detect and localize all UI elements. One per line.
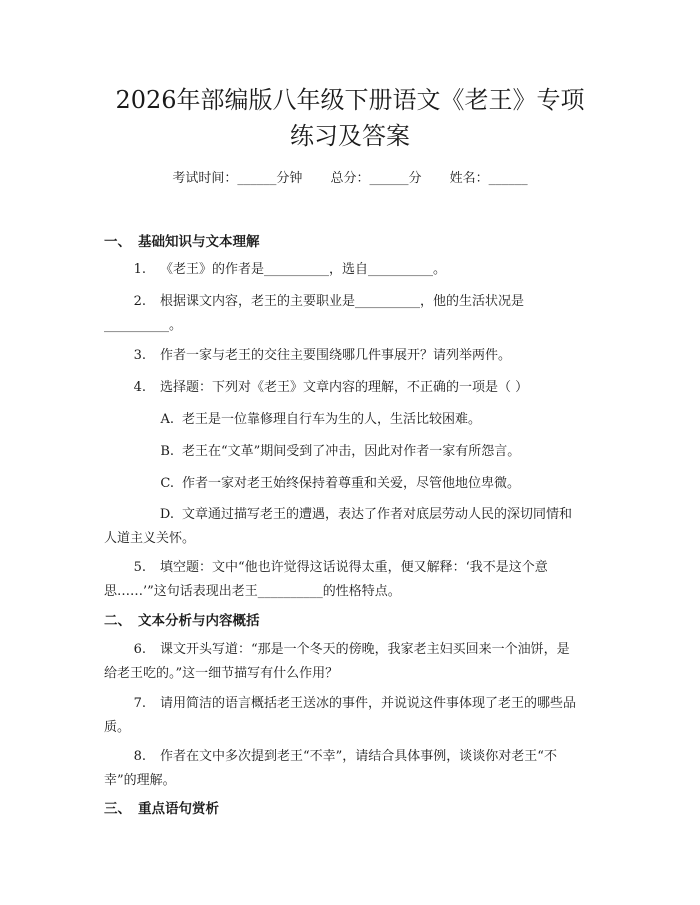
time-blank: ______ — [237, 171, 277, 186]
question-5: 5. 填空题：文中“他也许觉得这话说得太重，便又解释：‘我不是这个意 思……’”这句话表现出老王__________的性格特点。 — [104, 560, 548, 599]
question-4: 4. 选择题：下列对《老王》文章内容的理解，不正确的一项是（ ） — [133, 380, 529, 395]
exam-info-line — [0, 170, 700, 188]
section-heading-2: 二、 文本分析与内容概括 — [104, 613, 260, 629]
total-score: 总分：______分 — [330, 171, 422, 186]
option-d: D. 文章通过描写老王的遭遇，表达了作者对底层劳动人民的深切同情和 人道主义关怀。 — [104, 507, 573, 546]
question-3: 3. 作者一家与老王的交往主要围绕哪几件事展开？请列举两件。 — [133, 348, 512, 363]
exam-time: 考试时间：______分钟 — [172, 171, 303, 186]
section-heading-1: 一、 基础知识与文本理解 — [104, 234, 260, 250]
score-blank: ______ — [369, 171, 409, 186]
option-b: B. 老王在“文革”期间受到了冲击，因此对作者一家有所怨言。 — [160, 444, 521, 459]
question-2: 2. 根据课文内容，老王的主要职业是__________，他的生活状况是 __________。 — [104, 294, 525, 333]
question-7: 7. 请用简洁的语言概括老王送冰的事件，并说说这件事体现了老王的哪些品 质。 — [104, 696, 577, 735]
option-a: A. 老王是一位靠修理自行车为生的人，生活比较困难。 — [160, 412, 482, 427]
title-line-2: 练习及答案 — [290, 122, 410, 150]
section-heading-3: 三、 重点语句赏析 — [104, 801, 219, 817]
student-name: 姓名：______ — [449, 171, 528, 186]
title-line-1: 2026年部编版八年级下册语文《老王》专项 — [115, 86, 585, 114]
question-6: 6. 课文开头写道：“那是一个冬天的傍晚，我家老主妇买回来一个油饼，是 给老王吃的。”这一细节描写有什么作用？ — [104, 642, 570, 681]
page-title — [60, 82, 640, 154]
question-1: 1. 《老王》的作者是__________，选自__________。 — [133, 262, 447, 277]
name-blank: ______ — [488, 171, 528, 186]
option-c: C. 作者一家对老王始终保持着尊重和关爱，尽管他地位卑微。 — [160, 476, 521, 491]
question-8: 8. 作者在文中多次提到老王“不幸”，请结合具体事例，谈谈你对老王“不 幸”的理解。 — [104, 749, 557, 788]
